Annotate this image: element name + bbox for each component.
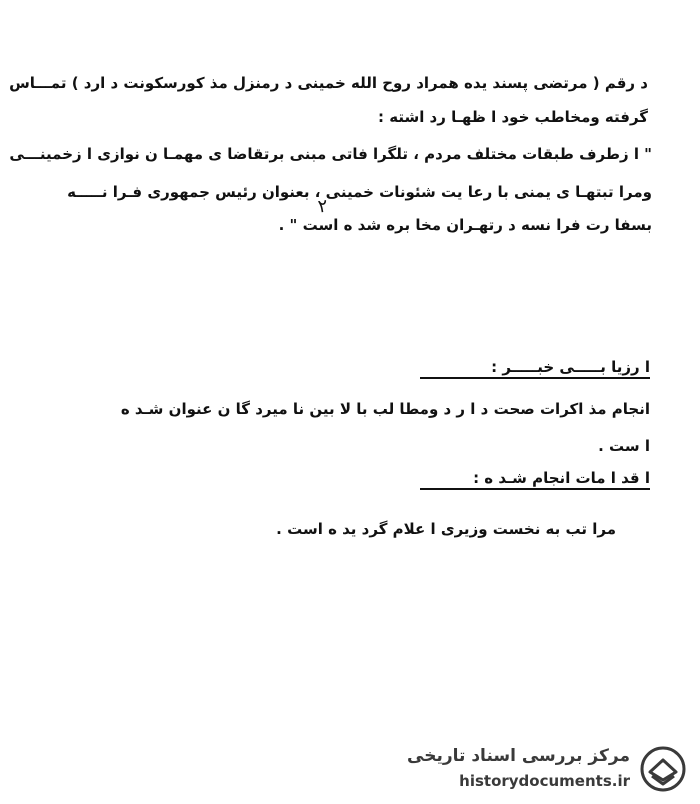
org-url: historydocuments.ir bbox=[459, 772, 630, 790]
actions-text: مرا تب به نخست وزيرى ا علام گرد يد ه است . bbox=[276, 520, 616, 538]
body-line-3: " ا زطرف طبقات مختلف مردم ، تلگرا فاتى مبنى برتقاضا ى مهمـا ن نوازى ا زخمينـــى bbox=[9, 145, 652, 163]
evaluation-line-2: ا ست . bbox=[598, 437, 650, 455]
body-line-1: د رقم ( مرتضى پسند يده همراد روح الله خمينى د رمنزل مذ كورسكونت د ارد ) تمـــاس bbox=[9, 74, 648, 92]
handwritten-mark: ۲ bbox=[316, 195, 330, 218]
watermark-footer bbox=[407, 742, 692, 798]
org-name: مرکز بررسی اسناد تاریخی bbox=[407, 746, 630, 766]
actions-heading: ا قد ا مات انجام شـد ه : bbox=[420, 469, 650, 490]
body-line-5: بسفا رت فرا نسه د رتهـران مخا بره شد ه است " . bbox=[278, 216, 652, 234]
book-logo-icon bbox=[640, 746, 686, 792]
evaluation-heading: ا رزيا بـــــى خبـــــر : bbox=[420, 358, 650, 379]
evaluation-line-1: انجام مذ اكرات صحت د ا ر د ومطا لب با لا بين نا ميرد گا ن عنوان شـد ه bbox=[120, 400, 650, 418]
body-line-2: گرفته ومخاطب خود ا ظهـا رد اشته : bbox=[378, 108, 648, 126]
body-line-4: ومرا تبتهـا ى يمنى با رعا يت شئونات خمينى ، بعنوان رئيس جمهورى فـرا نـــــه bbox=[67, 183, 652, 201]
